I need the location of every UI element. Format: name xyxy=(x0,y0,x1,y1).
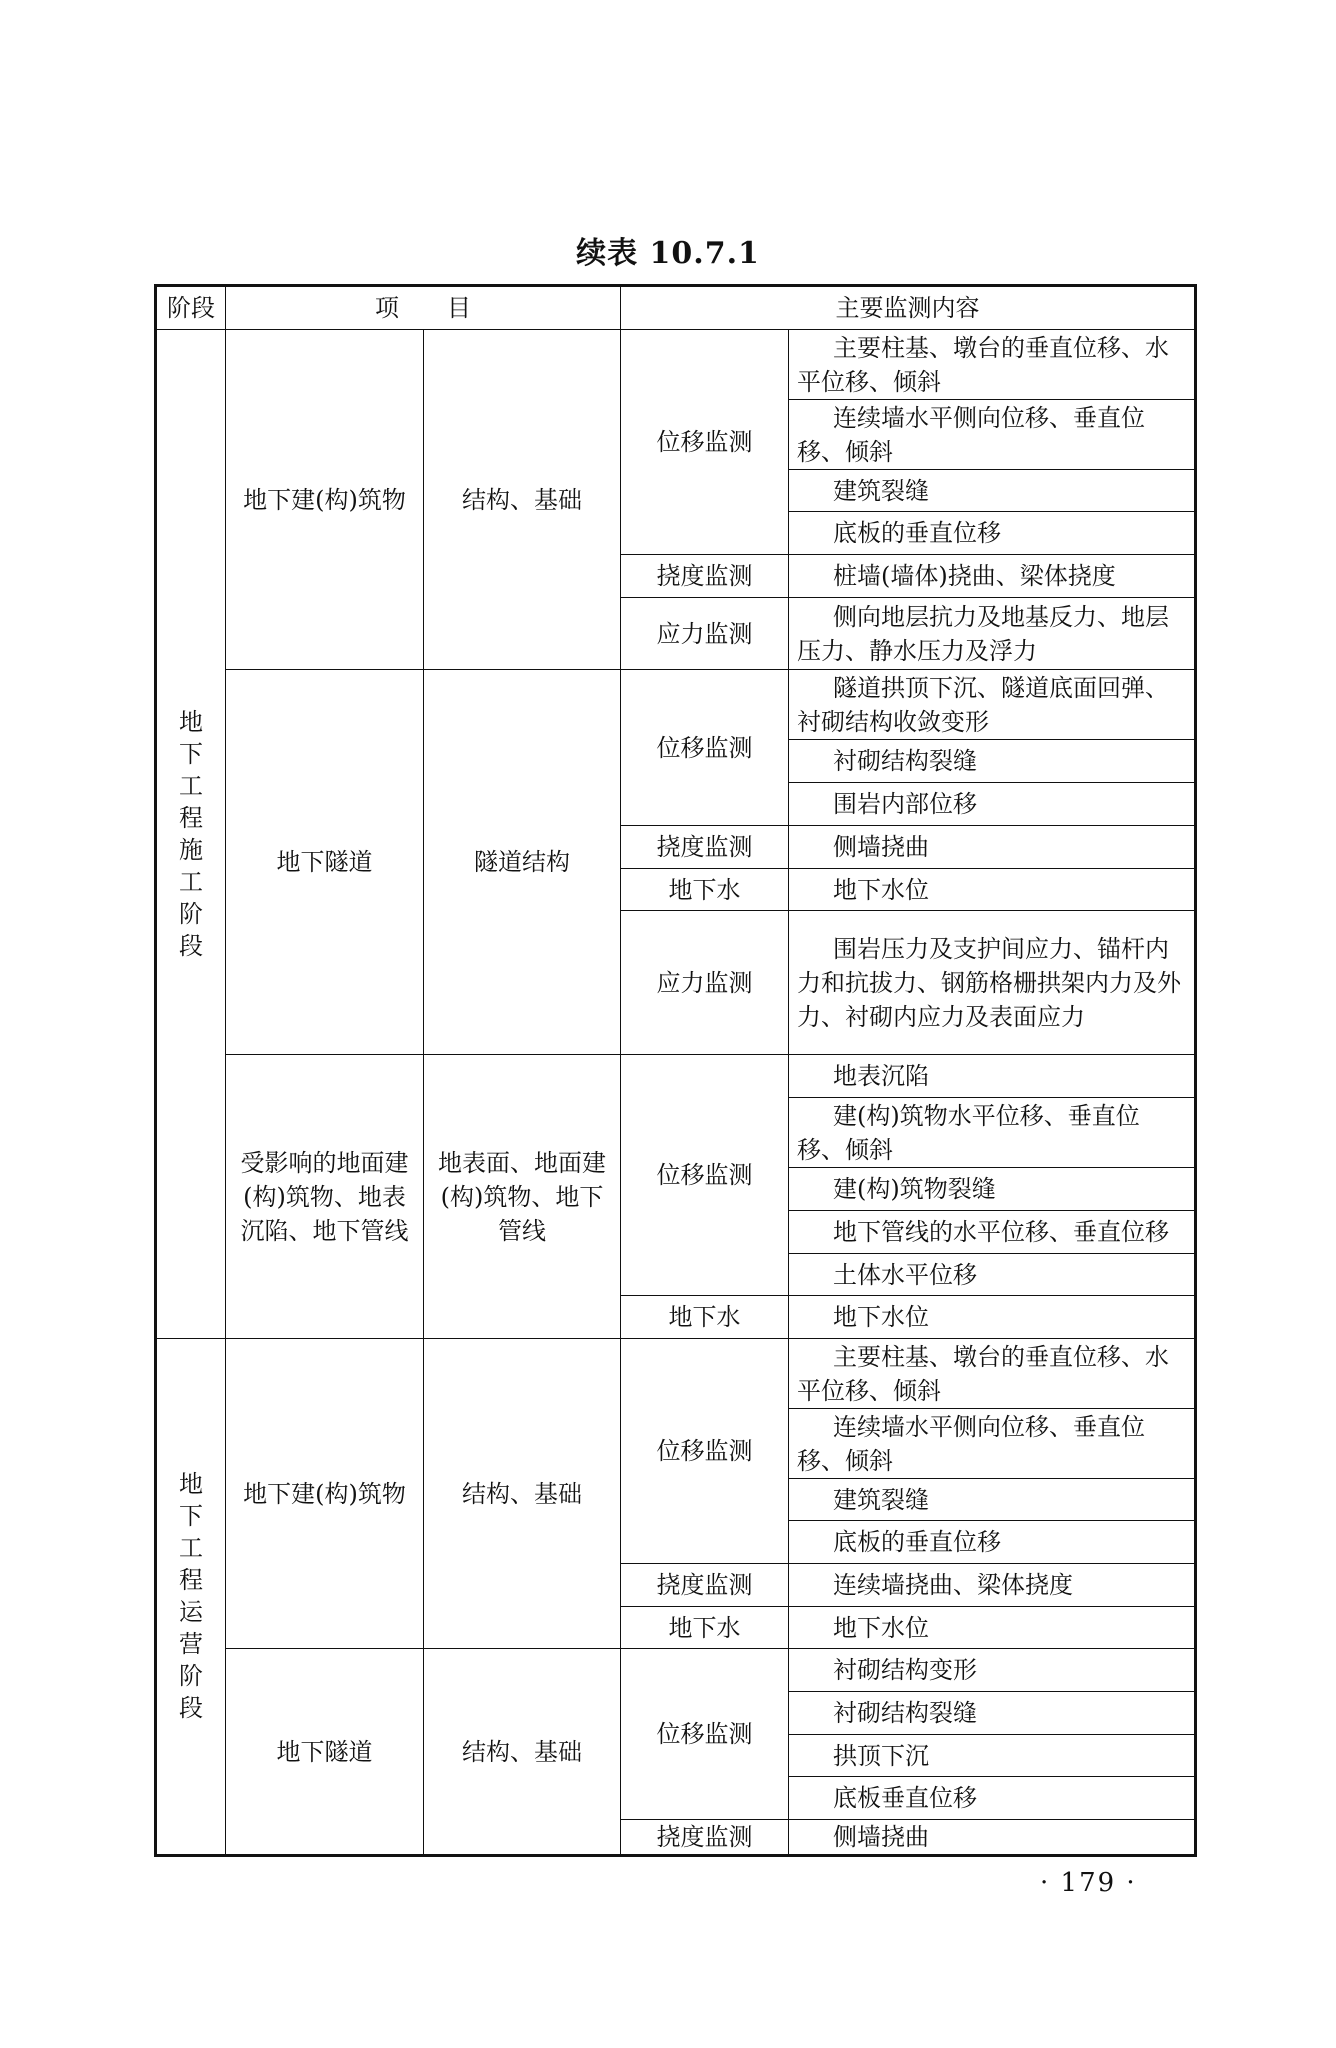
content-cell: 拱顶下沉 xyxy=(789,1735,1196,1777)
object-cell: 地下隧道 xyxy=(226,1649,424,1856)
stage-construction: 地下工程施工阶段 xyxy=(156,330,226,1339)
content-cell: 地下管线的水平位移、垂直位移 xyxy=(789,1211,1196,1254)
monitor-type-cell: 位移监测 xyxy=(621,670,789,826)
monitor-type-cell: 位移监测 xyxy=(621,1649,789,1820)
monitor-type-cell: 挠度监测 xyxy=(621,1564,789,1607)
monitor-type-cell: 位移监测 xyxy=(621,1055,789,1296)
content-cell: 侧墙挠曲 xyxy=(789,826,1196,869)
monitor-type-cell: 挠度监测 xyxy=(621,555,789,598)
part-cell: 结构、基础 xyxy=(424,1649,621,1856)
object-cell: 受影响的地面建(构)筑物、地表沉陷、地下管线 xyxy=(226,1055,424,1339)
content-cell: 建筑裂缝 xyxy=(789,1479,1196,1521)
object-cell: 地下隧道 xyxy=(226,670,424,1055)
content-cell: 主要柱基、墩台的垂直位移、水平位移、倾斜 xyxy=(789,330,1196,400)
part-cell: 结构、基础 xyxy=(424,330,621,670)
object-cell: 地下建(构)筑物 xyxy=(226,330,424,670)
monitor-type-cell: 地下水 xyxy=(621,1296,789,1339)
part-cell: 结构、基础 xyxy=(424,1339,621,1649)
part-cell: 隧道结构 xyxy=(424,670,621,1055)
content-cell: 底板垂直位移 xyxy=(789,1777,1196,1820)
table-row xyxy=(156,330,1196,400)
table-row xyxy=(156,1649,1196,1692)
table-row xyxy=(156,1339,1196,1409)
content-cell: 地下水位 xyxy=(789,1296,1196,1339)
monitor-type-cell: 应力监测 xyxy=(621,911,789,1055)
content-cell: 衬砌结构变形 xyxy=(789,1649,1196,1692)
header-stage: 阶段 xyxy=(156,286,226,330)
object-cell: 地下建(构)筑物 xyxy=(226,1339,424,1649)
content-cell: 连续墙水平侧向位移、垂直位移、倾斜 xyxy=(789,400,1196,470)
content-cell: 建(构)筑物水平位移、垂直位移、倾斜 xyxy=(789,1098,1196,1168)
content-cell: 衬砌结构裂缝 xyxy=(789,1692,1196,1735)
monitor-type-cell: 挠度监测 xyxy=(621,1820,789,1856)
content-cell: 隧道拱顶下沉、隧道底面回弹、衬砌结构收敛变形 xyxy=(789,670,1196,740)
header-content: 主要监测内容 xyxy=(621,286,1196,330)
table-header-row xyxy=(156,286,1196,330)
stage-operation: 地下工程运营阶段 xyxy=(156,1339,226,1856)
monitor-type-cell: 应力监测 xyxy=(621,598,789,670)
content-cell: 围岩内部位移 xyxy=(789,783,1196,826)
content-cell: 建筑裂缝 xyxy=(789,470,1196,512)
table-caption: 续表 10.7.1 xyxy=(576,236,760,271)
monitor-type-cell: 位移监测 xyxy=(621,330,789,555)
content-cell: 桩墙(墙体)挠曲、梁体挠度 xyxy=(789,555,1196,598)
monitor-type-cell: 挠度监测 xyxy=(621,826,789,869)
content-cell: 土体水平位移 xyxy=(789,1254,1196,1296)
content-cell: 底板的垂直位移 xyxy=(789,512,1196,555)
content-cell: 地下水位 xyxy=(789,869,1196,911)
table-row xyxy=(156,670,1196,740)
content-cell: 连续墙水平侧向位移、垂直位移、倾斜 xyxy=(789,1409,1196,1479)
content-cell: 连续墙挠曲、梁体挠度 xyxy=(789,1564,1196,1607)
monitor-type-cell: 地下水 xyxy=(621,1607,789,1649)
content-cell: 地表沉陷 xyxy=(789,1055,1196,1098)
content-cell: 侧墙挠曲 xyxy=(789,1820,1196,1856)
content-cell: 建(构)筑物裂缝 xyxy=(789,1168,1196,1211)
content-cell: 地下水位 xyxy=(789,1607,1196,1649)
table-row xyxy=(156,1055,1196,1098)
page-number: · 179 · xyxy=(1040,1868,1137,1898)
content-cell: 主要柱基、墩台的垂直位移、水平位移、倾斜 xyxy=(789,1339,1196,1409)
content-cell: 围岩压力及支护间应力、锚杆内力和抗拔力、钢筋格栅拱架内力及外力、衬砌内应力及表面应力 xyxy=(789,911,1196,1055)
monitoring-table xyxy=(154,284,1197,1857)
monitor-type-cell: 地下水 xyxy=(621,869,789,911)
header-item: 项 目 xyxy=(226,286,621,330)
content-cell: 侧向地层抗力及地基反力、地层压力、静水压力及浮力 xyxy=(789,598,1196,670)
part-cell: 地表面、地面建(构)筑物、地下管线 xyxy=(424,1055,621,1339)
monitor-type-cell: 位移监测 xyxy=(621,1339,789,1564)
content-cell: 衬砌结构裂缝 xyxy=(789,740,1196,783)
content-cell: 底板的垂直位移 xyxy=(789,1521,1196,1564)
